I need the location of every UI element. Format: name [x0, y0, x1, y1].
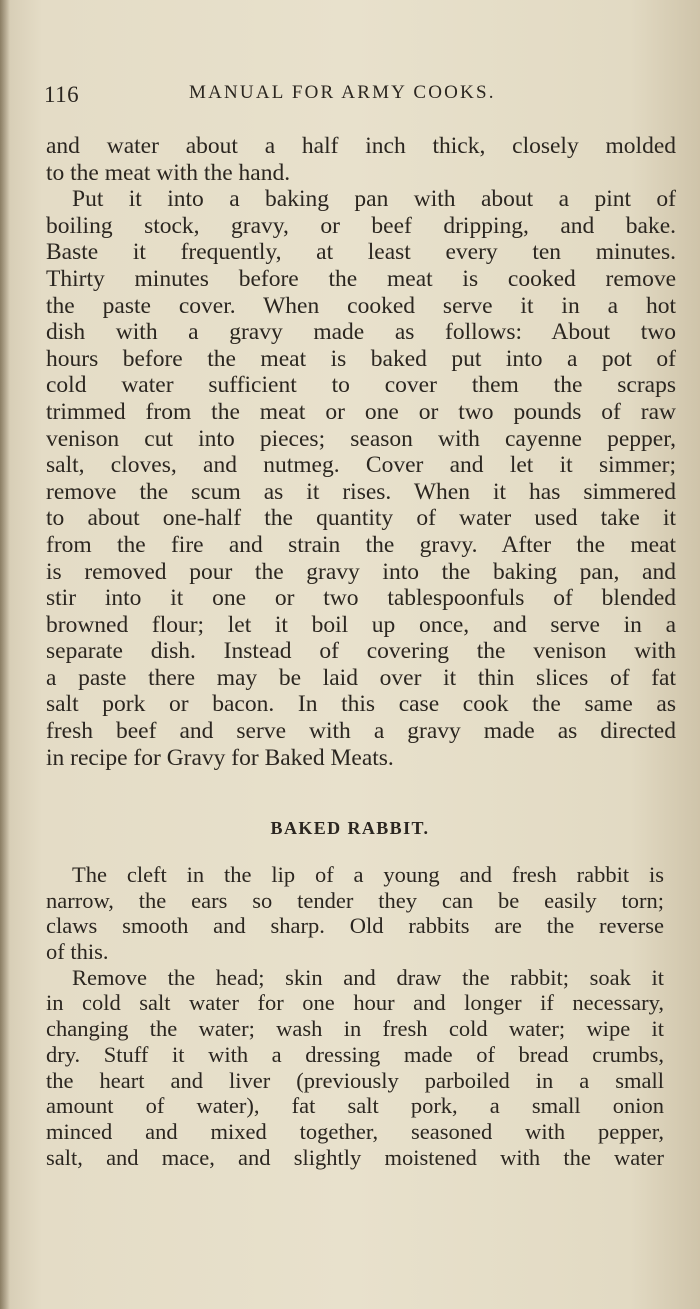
- paragraph: [46, 862, 664, 965]
- text-line: The cleft in the lip of a young and fresh rabbit is: [72, 862, 664, 887]
- text-line: Remove the head; skin and draw the rabbit; soak it: [72, 964, 664, 990]
- text-line: salt, and mace, and slightly moistened with the water: [46, 1144, 664, 1170]
- text-line: in recipe for Gravy for Baked Meats.: [46, 744, 394, 771]
- recipe-continuation-text: [46, 133, 676, 771]
- text-line: salt pork or bacon. In this case cook the same as: [46, 691, 676, 718]
- paragraph: [46, 133, 676, 186]
- text-line: hours before the meat is baked put into a pot of: [46, 345, 676, 372]
- text-line: from the fire and strain the gravy. After the meat: [46, 531, 676, 558]
- text-line: claws smooth and sharp. Old rabbits are the reverse: [46, 913, 664, 939]
- text-line: stir into it one or two tablespoonfuls of blended: [46, 585, 676, 612]
- text-line: cold water sufficient to cover them the scraps: [46, 372, 676, 399]
- text-line: trimmed from the meat or one or two pounds of raw: [46, 398, 676, 425]
- text-line: of this.: [46, 939, 109, 965]
- page-number: 116: [44, 82, 80, 107]
- text-line: amount of water), fat salt pork, a small onion: [46, 1093, 664, 1119]
- text-line: fresh beef and serve with a gravy made as directed: [46, 718, 676, 745]
- running-head: MANUAL FOR ARMY COOKS.: [189, 82, 496, 103]
- paragraph: [46, 965, 664, 1171]
- text-line: Thirty minutes before the meat is cooked remove: [46, 265, 676, 292]
- text-line: venison cut into pieces; season with cayenne pepper,: [46, 425, 676, 452]
- text-line: changing the water; wash in fresh cold water; wipe it: [46, 1016, 664, 1042]
- text-line: minced and mixed together, seasoned with pepper,: [46, 1118, 664, 1144]
- text-line: dish with a gravy made as follows: About two: [46, 319, 676, 346]
- text-line: to the meat with the hand.: [46, 159, 291, 186]
- text-line: browned flour; let it boil up once, and serve in a: [46, 611, 676, 638]
- text-line: narrow, the ears so tender they can be easily torn;: [46, 887, 664, 913]
- text-line: remove the scum as it rises. When it has simmered: [46, 478, 676, 505]
- paragraph: [46, 186, 676, 771]
- text-line: in cold salt water for one hour and longer if necessary,: [46, 990, 664, 1016]
- baked-rabbit-text: [46, 862, 664, 1170]
- text-line: is removed pour the gravy into the baking pan, and: [46, 558, 676, 585]
- text-line: and water about a half inch thick, closely molded: [46, 133, 676, 159]
- text-line: Put it into a baking pan with about a pint of: [72, 186, 676, 213]
- text-line: to about one-half the quantity of water used take it: [46, 505, 676, 532]
- text-line: a paste there may be laid over it thin slices of fat: [46, 664, 676, 691]
- page-header: [44, 80, 644, 110]
- text-line: the heart and liver (previously parboiled in a small: [46, 1067, 664, 1093]
- text-line: boiling stock, gravy, or beef dripping, and bake.: [46, 212, 676, 239]
- text-line: dry. Stuff it with a dressing made of bread crumbs,: [46, 1041, 664, 1067]
- section-heading: BAKED RABBIT.: [270, 818, 430, 838]
- text-line: Baste it frequently, at least every ten minutes.: [46, 239, 676, 266]
- text-line: separate dish. Instead of covering the venison with: [46, 638, 676, 665]
- text-line: the paste cover. When cooked serve it in a hot: [46, 292, 676, 319]
- text-line: salt, cloves, and nutmeg. Cover and let it simmer;: [46, 452, 676, 479]
